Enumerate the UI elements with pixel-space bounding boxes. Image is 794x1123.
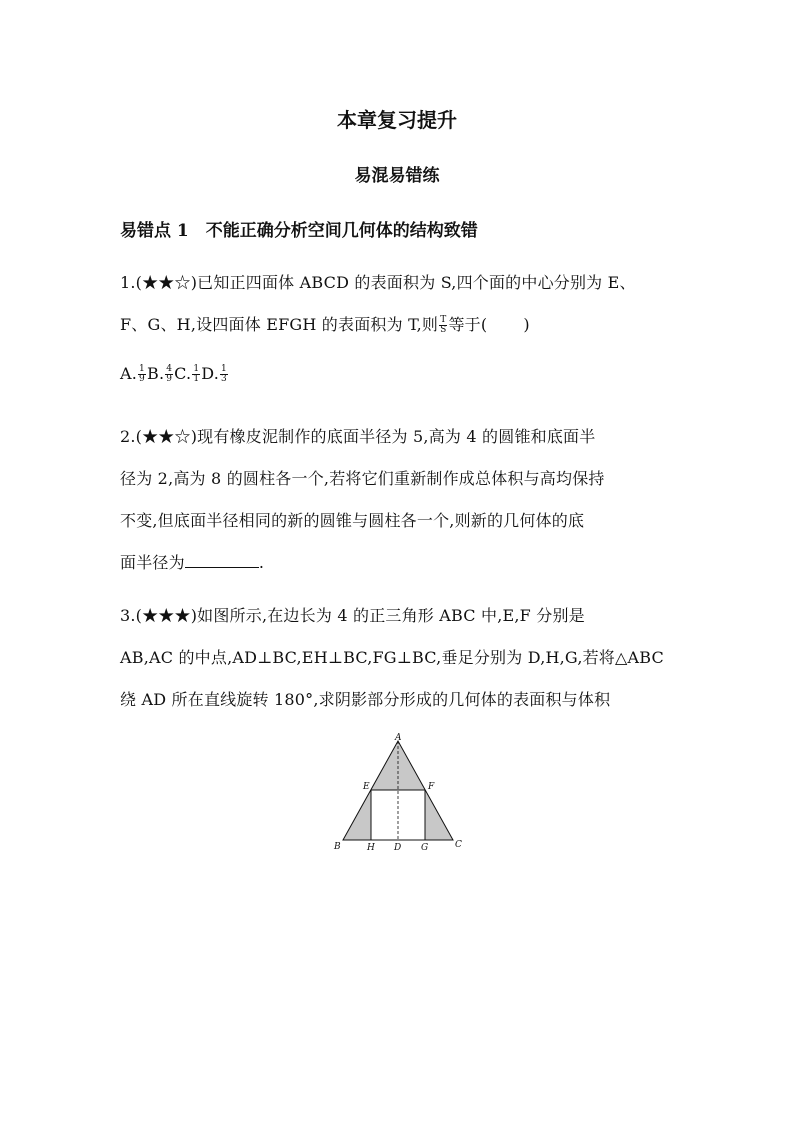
q1-option-d-num: 1	[221, 364, 227, 374]
q3-line-1: 3.(★★★)如图所示,在边长为 4 的正三角形 ABC 中,E,F 分别是	[120, 606, 585, 625]
q2-line-4	[120, 550, 264, 573]
q1-option-b-den: 9	[166, 374, 173, 384]
q1-fraction-t-over-s	[439, 316, 447, 335]
q1-close-paren: )	[523, 315, 530, 334]
section-heading: 易错点 1 不能正确分析空间几何体的结构致错	[120, 221, 478, 241]
label-g: G	[421, 843, 429, 853]
q1-frac-numerator: T	[440, 315, 447, 325]
q1-option-a-fraction	[138, 365, 146, 384]
q2-line-4-text: 面半径为	[120, 553, 185, 572]
q1-line-2-tail: 等于(	[448, 315, 488, 334]
label-e: E	[363, 782, 370, 792]
q1-option-d-den: 3	[221, 374, 227, 384]
q1-option-a-label: A.	[120, 364, 138, 383]
page-title: 本章复习提升	[337, 108, 457, 132]
q1-option-c-num: 1	[193, 364, 200, 374]
q1-option-a-num: 1	[139, 364, 145, 374]
q2-line-3: 不变,但底面半径相同的新的圆锥与圆柱各一个,则新的几何体的底	[120, 511, 585, 530]
q1-option-b-fraction	[165, 365, 173, 384]
label-b: B	[334, 842, 341, 852]
label-d: D	[394, 843, 402, 853]
label-a: A	[395, 733, 402, 743]
q1-option-c-label: C.	[174, 364, 192, 383]
label-h: H	[367, 843, 375, 853]
q2-period: .	[258, 553, 265, 572]
q1-option-d-label: D.	[201, 364, 220, 383]
q1-option-a-den: 9	[139, 374, 145, 384]
q1-line-2	[120, 312, 530, 335]
q2-line-2: 径为 2,高为 8 的圆柱各一个,若将它们重新制作成总体积与高均保持	[120, 469, 605, 488]
page-subtitle: 易混易错练	[354, 166, 440, 186]
q1-line-2-text: F、G、H,设四面体 EFGH 的表面积为 T,则	[120, 315, 439, 334]
q1-option-b-label: B.	[146, 364, 165, 383]
label-c: C	[455, 840, 462, 850]
q1-options	[120, 364, 229, 384]
q2-line-1: 2.(★★☆)现有橡皮泥制作的底面半径为 5,高为 4 的圆锥和底面半	[120, 427, 596, 446]
q1-option-c-den: 1	[193, 374, 200, 384]
q2-answer-blank	[185, 553, 259, 568]
q3-line-2: AB,AC 的中点,AD⊥BC,EH⊥BC,FG⊥BC,垂足分别为 D,H,G,若将△ABC	[120, 648, 664, 667]
q3-line-3: 绕 AD 所在直线旋转 180°,求阴影部分形成的几何体的表面积与体积	[120, 690, 611, 709]
triangle-figure	[330, 730, 470, 855]
q1-line-1: 1.(★★☆)已知正四面体 ABCD 的表面积为 S,四个面的中心分别为 E、	[120, 273, 636, 292]
label-f: F	[428, 782, 435, 792]
q1-option-b-num: 4	[166, 364, 173, 374]
q1-option-d-fraction	[220, 365, 228, 384]
q1-option-c-fraction	[192, 365, 200, 384]
q1-frac-denominator: S	[440, 325, 447, 335]
